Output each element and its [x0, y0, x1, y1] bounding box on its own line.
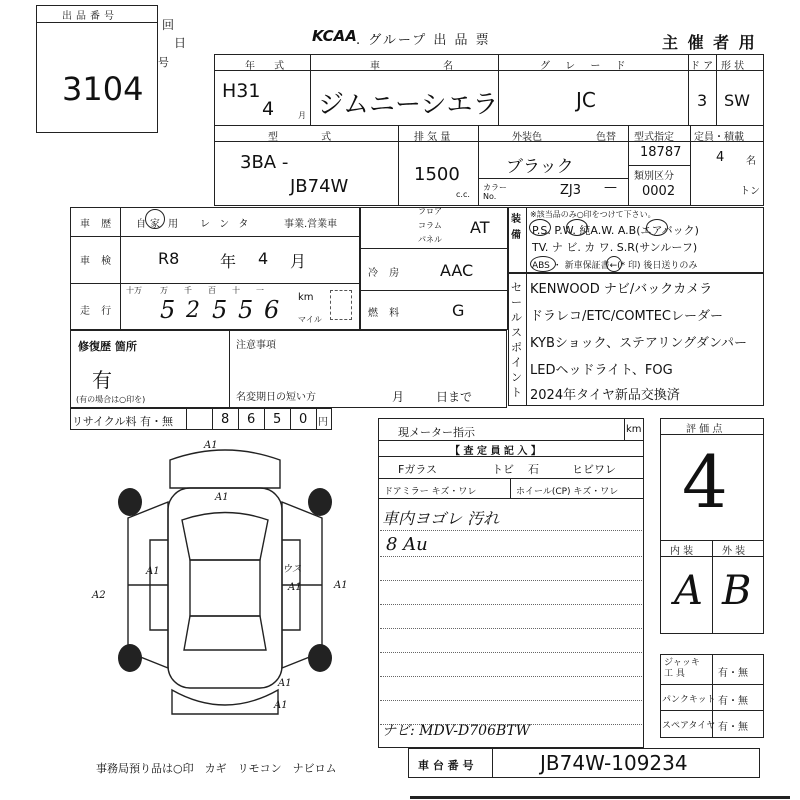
mileage-unit-0: 十万: [126, 286, 142, 295]
damage-mark-8: A1: [278, 678, 292, 689]
pw-circle: [566, 219, 588, 236]
door-mirror-label: ドアミラー キズ・ワレ: [384, 487, 477, 497]
recycle-digit-1: 6: [247, 412, 256, 427]
sales-point-2: ドラレコ/ETC/COMTECレーダー: [530, 309, 723, 324]
shape-label: 形 状: [721, 61, 745, 72]
damage-mark-6: A1: [288, 582, 302, 593]
mileage-unit-4: 十: [232, 286, 240, 295]
damage-mark-7: A1: [334, 580, 348, 591]
rating-value: 4: [682, 440, 728, 524]
inspection-month-unit: 月: [290, 252, 307, 271]
damage-mark-2: A1: [215, 492, 229, 503]
recycle-digit-0: 8: [221, 412, 230, 427]
model-label: 型 式: [268, 132, 352, 143]
recycle-digit-3: 0: [299, 412, 308, 427]
equip-note: ※該当品のみ○印をつけて下さい。: [530, 210, 656, 219]
doors: 3: [697, 91, 708, 110]
damage-mark-3: A2: [92, 590, 106, 601]
year-label: 年 式: [245, 61, 293, 72]
car-diagram: [90, 440, 360, 740]
lot-number: 3104: [62, 70, 144, 108]
sheet-title: . グループ 出 品 票: [356, 33, 491, 48]
jack-label: ジャッキ 工 具: [664, 658, 700, 679]
inspector-note-1: 車内ヨゴレ 汚れ: [382, 509, 500, 528]
inspection-month: 4: [258, 249, 269, 268]
interior-grade: A: [674, 568, 703, 614]
nav-note: ナビ: MDV-D706BTW: [382, 723, 530, 739]
warranty-circle: [606, 256, 622, 272]
damage-mark-5: ウス: [282, 564, 302, 575]
lot-number-label: 出品番号: [62, 11, 118, 22]
mileage-unit-3: 百: [208, 286, 216, 295]
sales-point-4: LEDヘッドライト、FOG: [530, 363, 673, 378]
tobi-label: トビ: [492, 463, 514, 476]
year-era: H31: [222, 80, 261, 102]
shift-floor: フロア: [418, 207, 442, 216]
damage-mark-1: A1: [204, 440, 218, 451]
sales-point-3: KYBショック、ステアリングダンパー: [530, 336, 748, 351]
gou-label: 号: [158, 56, 169, 69]
exterior-grade: B: [722, 568, 752, 614]
puncture-kit-label: パンクキット: [662, 695, 716, 705]
shift-value: AT: [470, 218, 490, 237]
equip-row-1: P.S. P.W. 純A.W. A.B(エアバック): [532, 224, 699, 237]
km-check-box[interactable]: [330, 290, 352, 320]
capacity: 4: [716, 150, 725, 165]
jack-option: 有・無: [718, 668, 748, 679]
kai-label: 回: [162, 18, 175, 32]
repair-value: 有: [92, 368, 112, 392]
grade: JC: [576, 88, 596, 112]
displacement-label: 排 気 量: [414, 132, 451, 143]
organizer-label: 主 催 者 用: [662, 33, 757, 52]
displacement-unit: c.c.: [456, 190, 470, 199]
ac-value: AAC: [440, 261, 474, 280]
f-glass-label: Fガラス: [398, 463, 437, 476]
mileage-digit-0: 5: [160, 296, 176, 324]
class-label: 類別区分: [634, 171, 674, 182]
puncture-kit-option: 有・無: [718, 696, 748, 707]
wheel-label: ホイール(CP) キズ・ワレ: [516, 487, 619, 497]
abs-circle: [530, 256, 556, 272]
mileage-digit-3: 5: [238, 296, 254, 324]
exterior-color-label: 外装色: [512, 132, 542, 143]
recycle-digit-2: 5: [273, 412, 282, 427]
history-label: 車 歴: [80, 219, 116, 230]
mileage-unit-5: 一: [256, 286, 264, 295]
type-spec: 18787: [640, 145, 682, 160]
repair-note: (有の場合は○印を): [76, 395, 146, 404]
damage-mark-4: A1: [146, 566, 160, 577]
mileage-digit-1: 2: [186, 298, 200, 323]
lot-number-box: [36, 5, 158, 133]
name-change-day: 日まで: [436, 390, 473, 404]
sales-point-5: 2024年タイヤ新品交換済: [530, 388, 680, 403]
rating-label: 評 価 点: [686, 424, 723, 435]
meter-km: km: [626, 424, 642, 435]
model: JB74W: [290, 176, 349, 197]
mileage-label: 走 行: [80, 306, 116, 317]
spare-tire-option: 有・無: [718, 722, 748, 733]
meter-label: 現メーター指示: [398, 426, 475, 439]
inspector-title: 【 査 定 員 記 入 】: [450, 446, 541, 457]
ps-circle: [529, 219, 551, 236]
name-change-label: 名変期日の短い方: [236, 392, 316, 403]
equip-row-2: TV. ナ ビ. カ ワ. S.R(サンルーフ): [532, 241, 698, 254]
shape: SW: [724, 91, 750, 110]
color-dash: —: [604, 180, 617, 195]
chassis-number: JB74W-109234: [540, 751, 688, 775]
hibi-label: ヒビワレ: [572, 463, 616, 476]
exterior-label: 外 装: [722, 546, 746, 557]
name-change-month: 月: [392, 390, 405, 404]
ab-circle: [646, 219, 668, 236]
repair-label: 修復歴 箇所: [78, 340, 137, 353]
exterior-color: ブラック: [506, 157, 574, 177]
inspection-label: 車 検: [80, 256, 116, 267]
car-name-label: 車 名: [370, 61, 484, 72]
caution-label: 注意事項: [236, 340, 276, 351]
you-label: 用: [168, 219, 178, 230]
color-change-label: 色替: [596, 132, 616, 143]
capacity-label: 定員・積載: [694, 132, 744, 143]
year-month: 4: [262, 98, 275, 120]
grade-label: グ レ ー ド: [540, 61, 632, 72]
inspector-note-2: 8 Au: [386, 534, 428, 555]
inspection-year-unit: 年: [220, 252, 237, 271]
doors-label: ド ア: [690, 61, 714, 72]
type-spec-label: 型式指定: [634, 132, 674, 143]
color-no-label: カラー No.: [483, 183, 507, 201]
sales-points-label: セールスポイント: [511, 281, 522, 399]
rental-label: レ ン タ: [200, 219, 252, 230]
year-month-unit: 月: [298, 111, 306, 120]
jika-label: 自: [136, 219, 146, 230]
kcaa-logo: KCAA: [312, 27, 357, 45]
mileage-unit-1: 万: [160, 286, 168, 295]
load-unit: トン: [740, 186, 760, 197]
km-label: km: [298, 292, 314, 303]
ac-label: 冷 房: [368, 268, 404, 279]
kasha-label: 家: [150, 219, 160, 230]
color-no: ZJ3: [560, 183, 582, 198]
shift-panel: パネル: [418, 235, 442, 244]
mileage-unit-2: 千: [184, 286, 192, 295]
displacement: 1500: [414, 164, 460, 185]
class: 0002: [642, 184, 676, 199]
sales-point-1: KENWOOD ナビ/バックカメラ: [530, 282, 713, 297]
car-name: ジムニーシエラ: [318, 90, 499, 120]
capacity-unit: 名: [746, 156, 756, 167]
recycle-yen: 円: [318, 417, 328, 428]
interior-label: 内 装: [670, 546, 694, 557]
fuel-label: 燃 料: [368, 308, 404, 319]
office-items: 事務局預り品は○印 カギ リモコン ナビロム: [96, 762, 337, 775]
business-label: 事業.営業車: [284, 219, 338, 230]
chassis-label: 車 台 番 号: [418, 759, 474, 772]
equip-label: 装 備: [511, 214, 521, 241]
inspection-era: R8: [158, 249, 180, 268]
mile-label: マイル: [298, 315, 322, 324]
mileage-digit-4: 6: [264, 296, 280, 324]
fuel-value: G: [452, 301, 465, 320]
model-prefix: 3BA -: [240, 152, 289, 173]
damage-mark-9: A1: [274, 700, 288, 711]
nichi-label: 日: [174, 36, 187, 50]
ishi-label: 石: [528, 463, 539, 476]
shift-column: コラム: [418, 221, 442, 230]
recycle-label: リサイクル料 有・無: [72, 415, 173, 428]
equip-row-3: ABS ・ 新車保証書←(* 印) 後日送りのみ: [532, 261, 698, 271]
spare-tire-label: スペアタイヤ: [662, 721, 716, 731]
mileage-digit-2: 5: [212, 296, 228, 324]
